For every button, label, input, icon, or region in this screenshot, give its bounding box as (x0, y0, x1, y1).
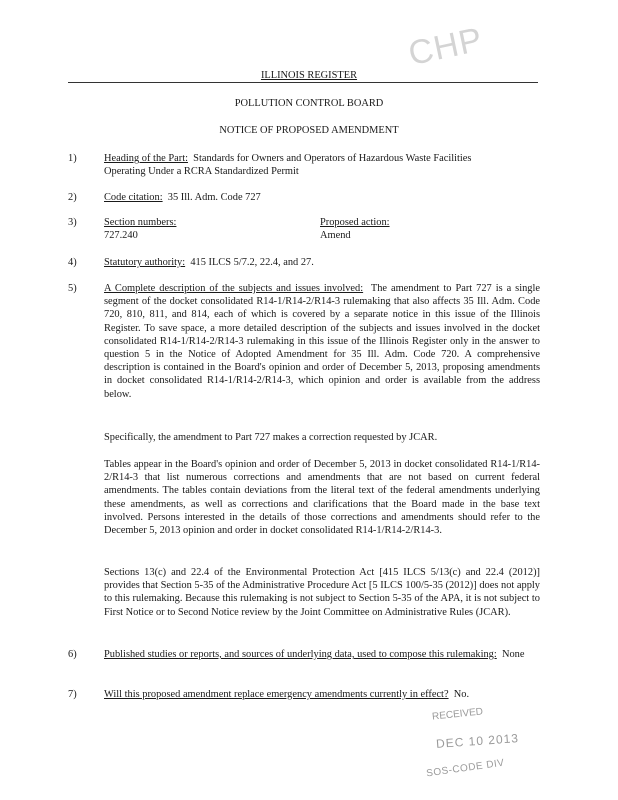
item-6-number: 6) (68, 649, 77, 660)
item-1-number: 1) (68, 153, 77, 164)
office-stamp-top: CHP (405, 20, 487, 74)
item-5-label: A Complete description of the subjects and issues involved: (104, 283, 364, 294)
item-2-text (104, 191, 540, 204)
sos-code-stamp: SOS-CODE DIV (425, 757, 506, 780)
register-title: ILLINOIS REGISTER (260, 70, 358, 81)
item-6-text (104, 648, 540, 661)
item-4-text (104, 256, 540, 269)
item-2-label: Code citation: (104, 192, 163, 203)
item-3-number: 3) (68, 217, 77, 228)
item-3-col1 (104, 216, 176, 242)
notice-title: NOTICE OF PROPOSED AMENDMENT (219, 125, 399, 136)
item-6-label: Published studies or reports, and sources of underlying data, used to compose this rulemaking: (104, 649, 497, 660)
item-4-number: 4) (68, 257, 77, 268)
item-1-line2: Operating Under a RCRA Standardized Permit (104, 166, 299, 178)
item-1-text (104, 152, 540, 178)
item-5-p1-text: The amendment to Part 727 is a single segment of the docket consolidated R14-1/R14-2/R14-3 rulemaking that also affects 35 Ill. Adm. Code 720, 810, 811, and 814, each of which is covered by a separate notice in this issue of the Illinois Register. To save space, a more detailed description of the subjects and issues involved in the docket consolidated R14-1/R14-2/R14-3 rulemaking in this issue of the Illinois Register only in the answer to question 5 in the Notice of Adopted Amendment for 35 Ill. Adm. Code 720. A comprehensive description is contained in the Board's opinion and order of December 5, 2013, proposing amendments in docket consolidated R14-1/R14-2/R14-3, which opinion and order is available from the address below. (104, 283, 540, 400)
item-3-col2-label: Proposed action: (320, 217, 390, 228)
item-5-paragraph-1 (104, 282, 540, 401)
item-3-col2 (320, 216, 390, 242)
item-3-col2-value: Amend (320, 230, 351, 242)
item-5-paragraph-4: Sections 13(c) and 22.4 of the Environmental Protection Act [415 ILCS 5/13(c) and 22.4 (2012)] provides that Section 5-35 of the Administrative Procedure Act [5 ILCS 100/5-35 (2012)] does not apply to this rulemaking. Because this rulemaking is not subject to Section 5-35 of the APA, it is not subject to First Notice or to Second Notice review by the Joint Committee on Administrative Rules (JCAR). (104, 567, 540, 618)
item-7-text (104, 688, 540, 701)
item-2-number: 2) (68, 192, 77, 203)
item-7-value: No. (453, 689, 470, 700)
item-4-label: Statutory authority: (104, 257, 186, 268)
received-stamp: RECEIVED (431, 706, 484, 723)
item-2-value: 35 Ill. Adm. Code 727 (167, 192, 261, 203)
item-7-number: 7) (68, 689, 77, 700)
item-4-value: 415 ILCS 5/7.2, 22.4, and 27. (190, 257, 314, 268)
received-date-stamp: DEC 10 2013 (435, 731, 520, 751)
item-5-paragraph-2: Specifically, the amendment to Part 727 makes a correction requested by JCAR. (104, 432, 438, 443)
board-title: POLLUTION CONTROL BOARD (234, 98, 384, 109)
item-3-col1-label: Section numbers: (104, 217, 177, 228)
item-7-label: Will this proposed amendment replace emergency amendments currently in effect? (104, 689, 449, 700)
item-3-col1-value: 727.240 (104, 230, 138, 242)
register-rule (68, 82, 538, 83)
item-1-label: Heading of the Part: (104, 153, 188, 164)
item-5-number: 5) (68, 283, 77, 294)
item-5-paragraph-3: Tables appear in the Board's opinion and order of December 5, 2013 in docket consolidated R14-1/R14-2/R14-3 that list numerous corrections and amendments that are not based on current federal amendments. The tables contain deviations from the literal text of the federal amendments underlying these amendments, as well as corrections and clarifications that the Board made in the base text involved. Persons interested in the details of those corrections and amendments should refer to the December 5, 2013 opinion and order in docket consolidated R14-1/R14-2/R14-3. (104, 459, 540, 537)
item-1-line1: Standards for Owners and Operators of Hazardous Waste Facilities (193, 153, 472, 164)
item-6-value: None (501, 649, 525, 660)
